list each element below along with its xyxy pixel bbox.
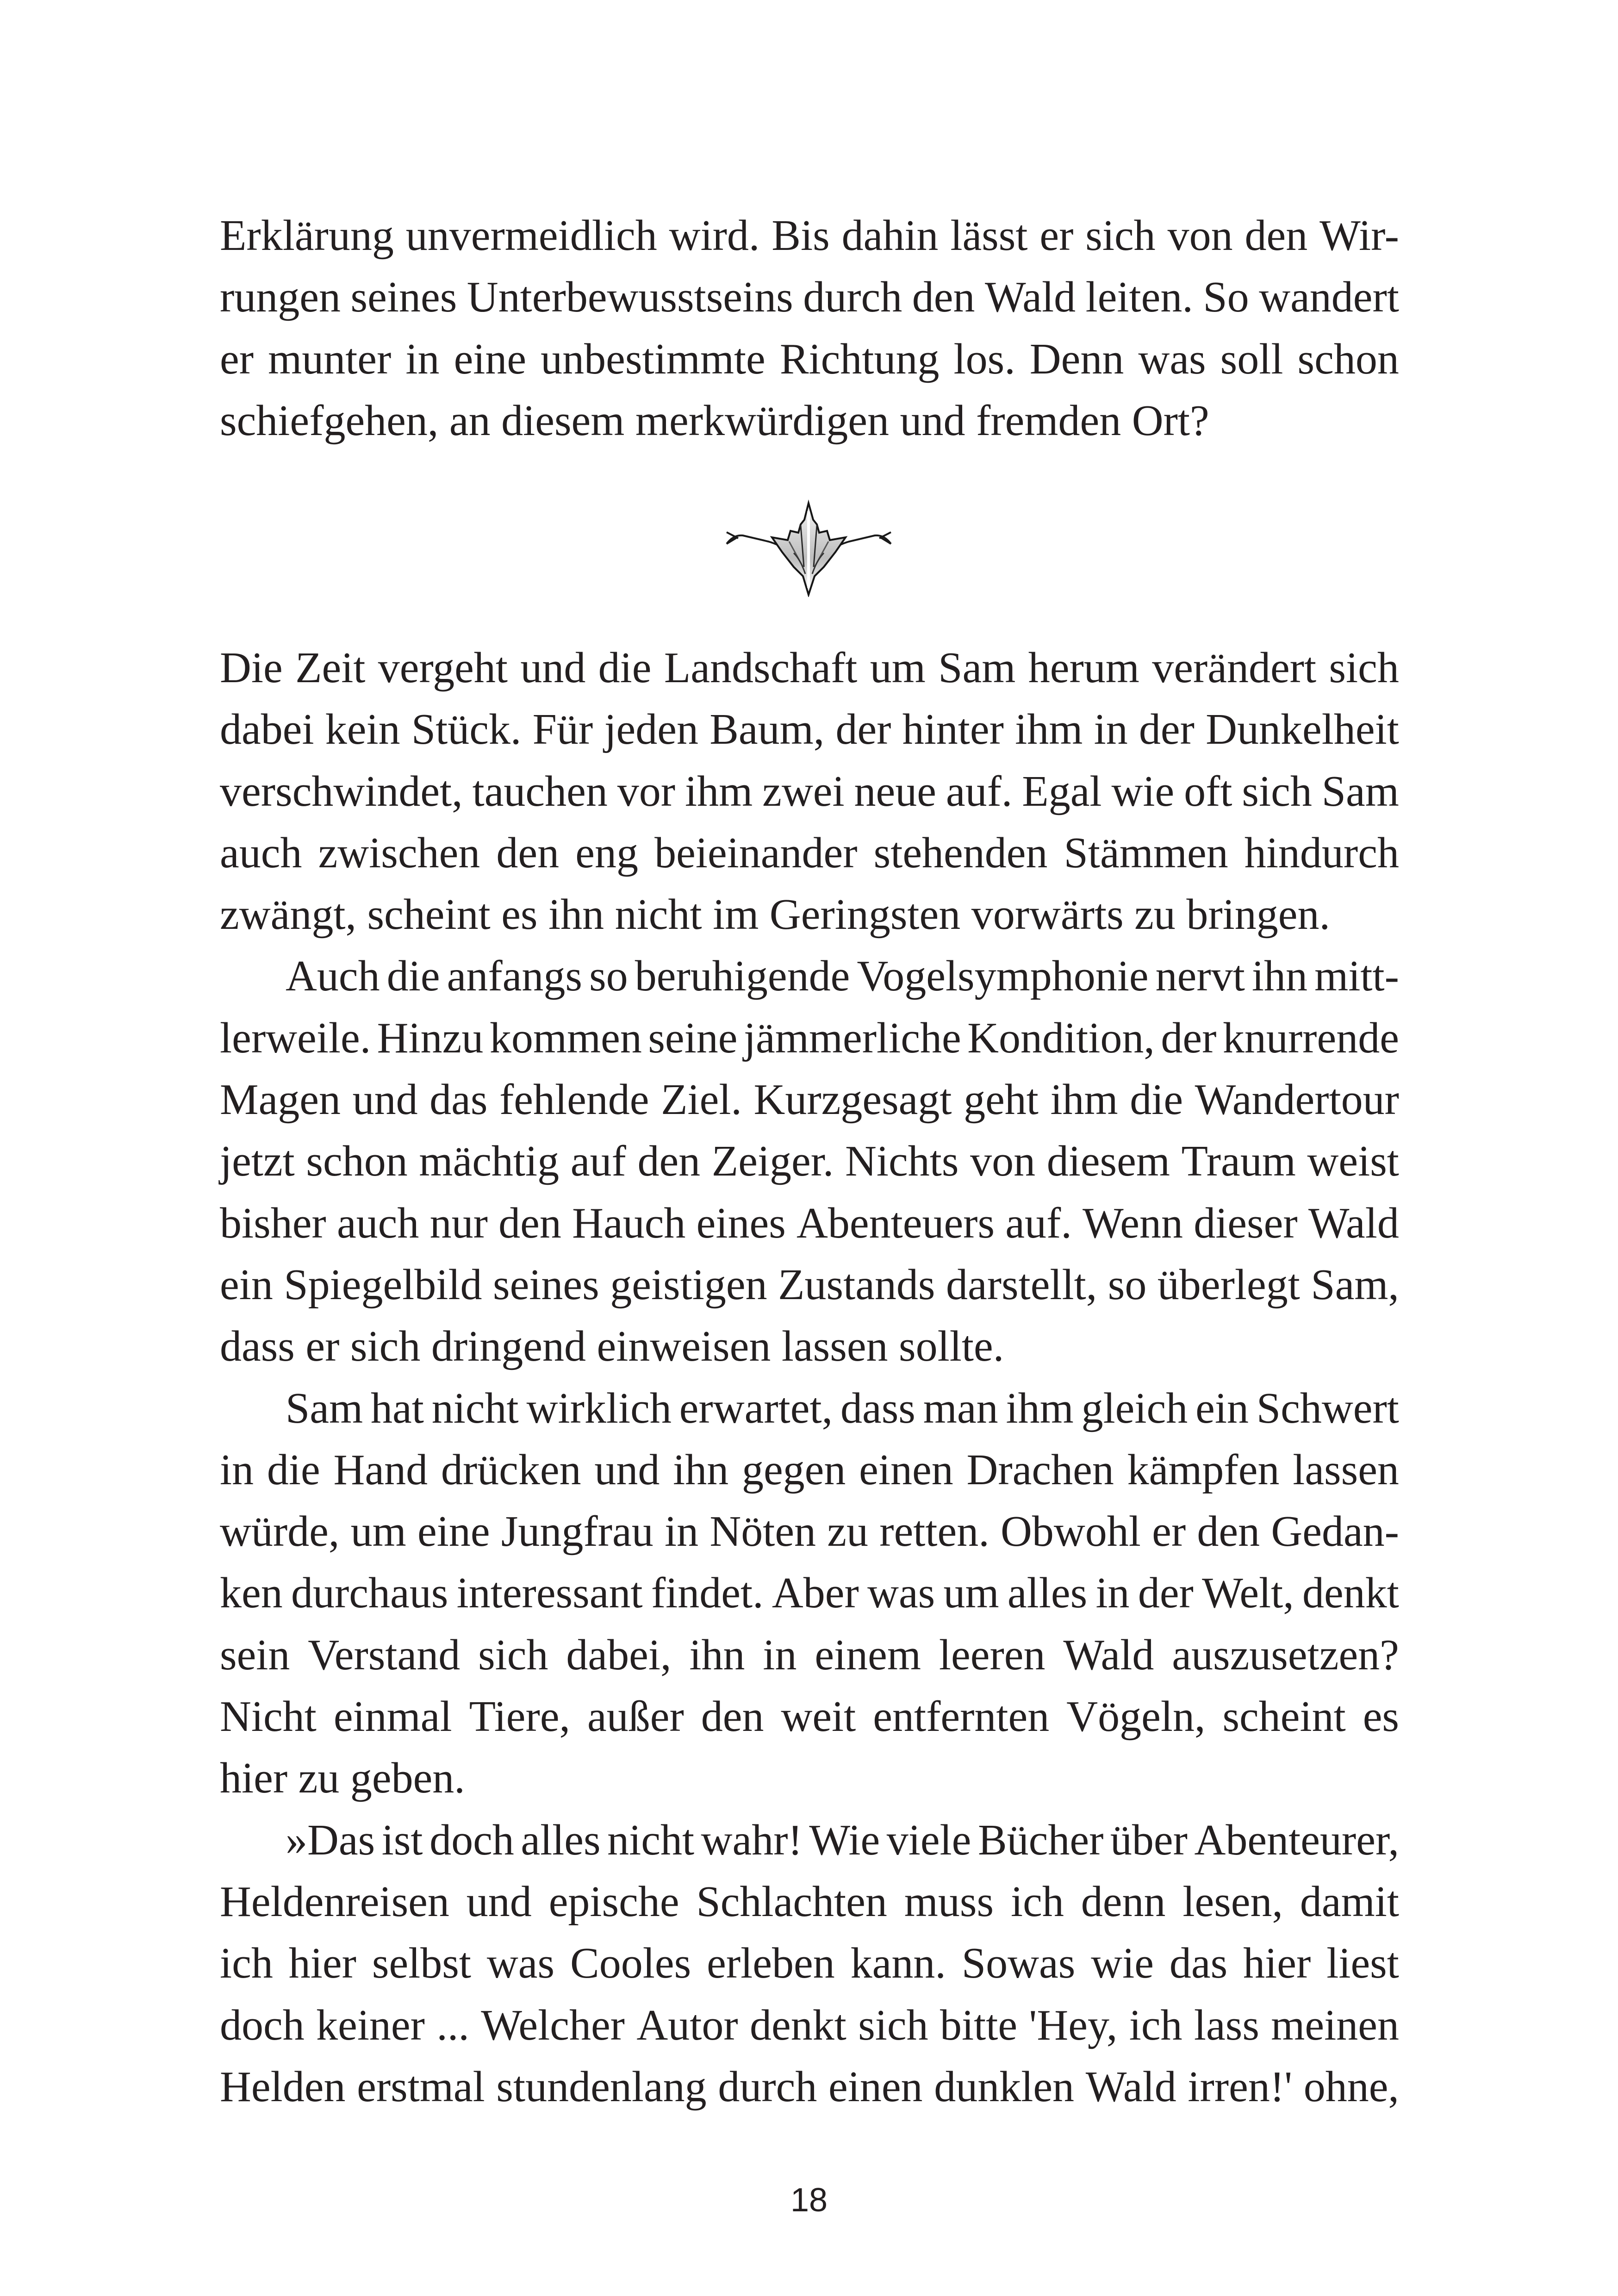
text-line: Magen und das fehlende Ziel. Kurzgesagt geht ihm die Wandertour <box>220 1076 1399 1124</box>
text-section-1 <box>220 205 1399 452</box>
text-line: zwängt, scheint es ihn nicht im Geringsten vorwärts zu bringen. <box>220 890 1331 939</box>
text-line: Erklärung unvermeidlich wird. Bis dahin lässt er sich von den Wir- <box>220 212 1399 260</box>
paragraph <box>220 637 1399 946</box>
text-line: Die Zeit vergeht und die Landschaft um Sam herum verändert sich <box>220 644 1399 692</box>
text-line: dabei kein Stück. Für jeden Baum, der hinter ihm in der Dunkelheit <box>220 705 1399 754</box>
text-line: dass er sich dringend einweisen lassen sollte. <box>220 1322 1004 1371</box>
text-section-2 <box>220 637 1399 2118</box>
page-number: 18 <box>790 2182 828 2219</box>
paragraph <box>220 1378 1399 1810</box>
text-line: lerweile. Hinzu kommen seine jämmerliche Kondition, der knurrende <box>220 1014 1399 1062</box>
text-line: Auch die anfangs so beruhigende Vogelsymphonie nervt ihn mitt- <box>286 952 1399 1001</box>
paragraph <box>220 205 1399 452</box>
text-line: hier zu geben. <box>220 1754 465 1803</box>
text-line: Nicht einmal Tiere, außer den weit entfernten Vögeln, scheint es <box>220 1692 1399 1741</box>
text-line: würde, um eine Jungfrau in Nöten zu retten. Obwohl er den Gedan- <box>220 1507 1399 1556</box>
text-line: sein Verstand sich dabei, ihn in einem leeren Wald auszusetzen? <box>220 1630 1399 1679</box>
text-line: Helden erstmal stundenlang durch einen dunklen Wald irren!' ohne, <box>220 2062 1399 2111</box>
paragraph <box>220 1810 1399 2118</box>
text-line: rungen seines Unterbewusstseins durch den Wald leiten. So wandert <box>220 273 1399 322</box>
paragraph <box>220 946 1399 1377</box>
text-line: auch zwischen den eng beieinander stehenden Stämmen hindurch <box>220 828 1399 877</box>
text-line: doch keiner ... Welcher Autor denkt sich bitte 'Hey, ich lass meinen <box>220 2001 1399 2049</box>
text-line: »Das ist doch alles nicht wahr! Wie viele Bücher über Abenteurer, <box>286 1816 1399 1864</box>
text-line: in die Hand drücken und ihn gegen einen Drachen kämpfen lassen <box>220 1445 1399 1494</box>
text-line: er munter in eine unbestimmte Richtung los. Denn was soll schon <box>220 335 1399 383</box>
text-line: Sam hat nicht wirklich erwartet, dass man ihm gleich ein Schwert <box>286 1384 1399 1432</box>
text-line: schiefgehen, an diesem merkwürdigen und fremden Ort? <box>220 396 1209 445</box>
text-line: ein Spiegelbild seines geistigen Zustands darstellt, so überlegt Sam, <box>220 1260 1399 1309</box>
text-line: bisher auch nur den Hauch eines Abenteuers auf. Wenn dieser Wald <box>220 1199 1399 1247</box>
text-line: ken durchaus interessant findet. Aber was um alles in der Welt, denkt <box>220 1569 1399 1618</box>
fleuron-ornament-icon <box>724 498 893 597</box>
text-line: Heldenreisen und epische Schlachten muss ich denn lesen, damit <box>220 1877 1399 1926</box>
text-line: ich hier selbst was Cooles erleben kann. Sowas wie das hier liest <box>220 1939 1399 1988</box>
text-line: verschwindet, tauchen vor ihm zwei neue auf. Egal wie oft sich Sam <box>220 767 1399 815</box>
text-line: jetzt schon mächtig auf den Zeiger. Nichts von diesem Traum weist <box>220 1137 1399 1186</box>
